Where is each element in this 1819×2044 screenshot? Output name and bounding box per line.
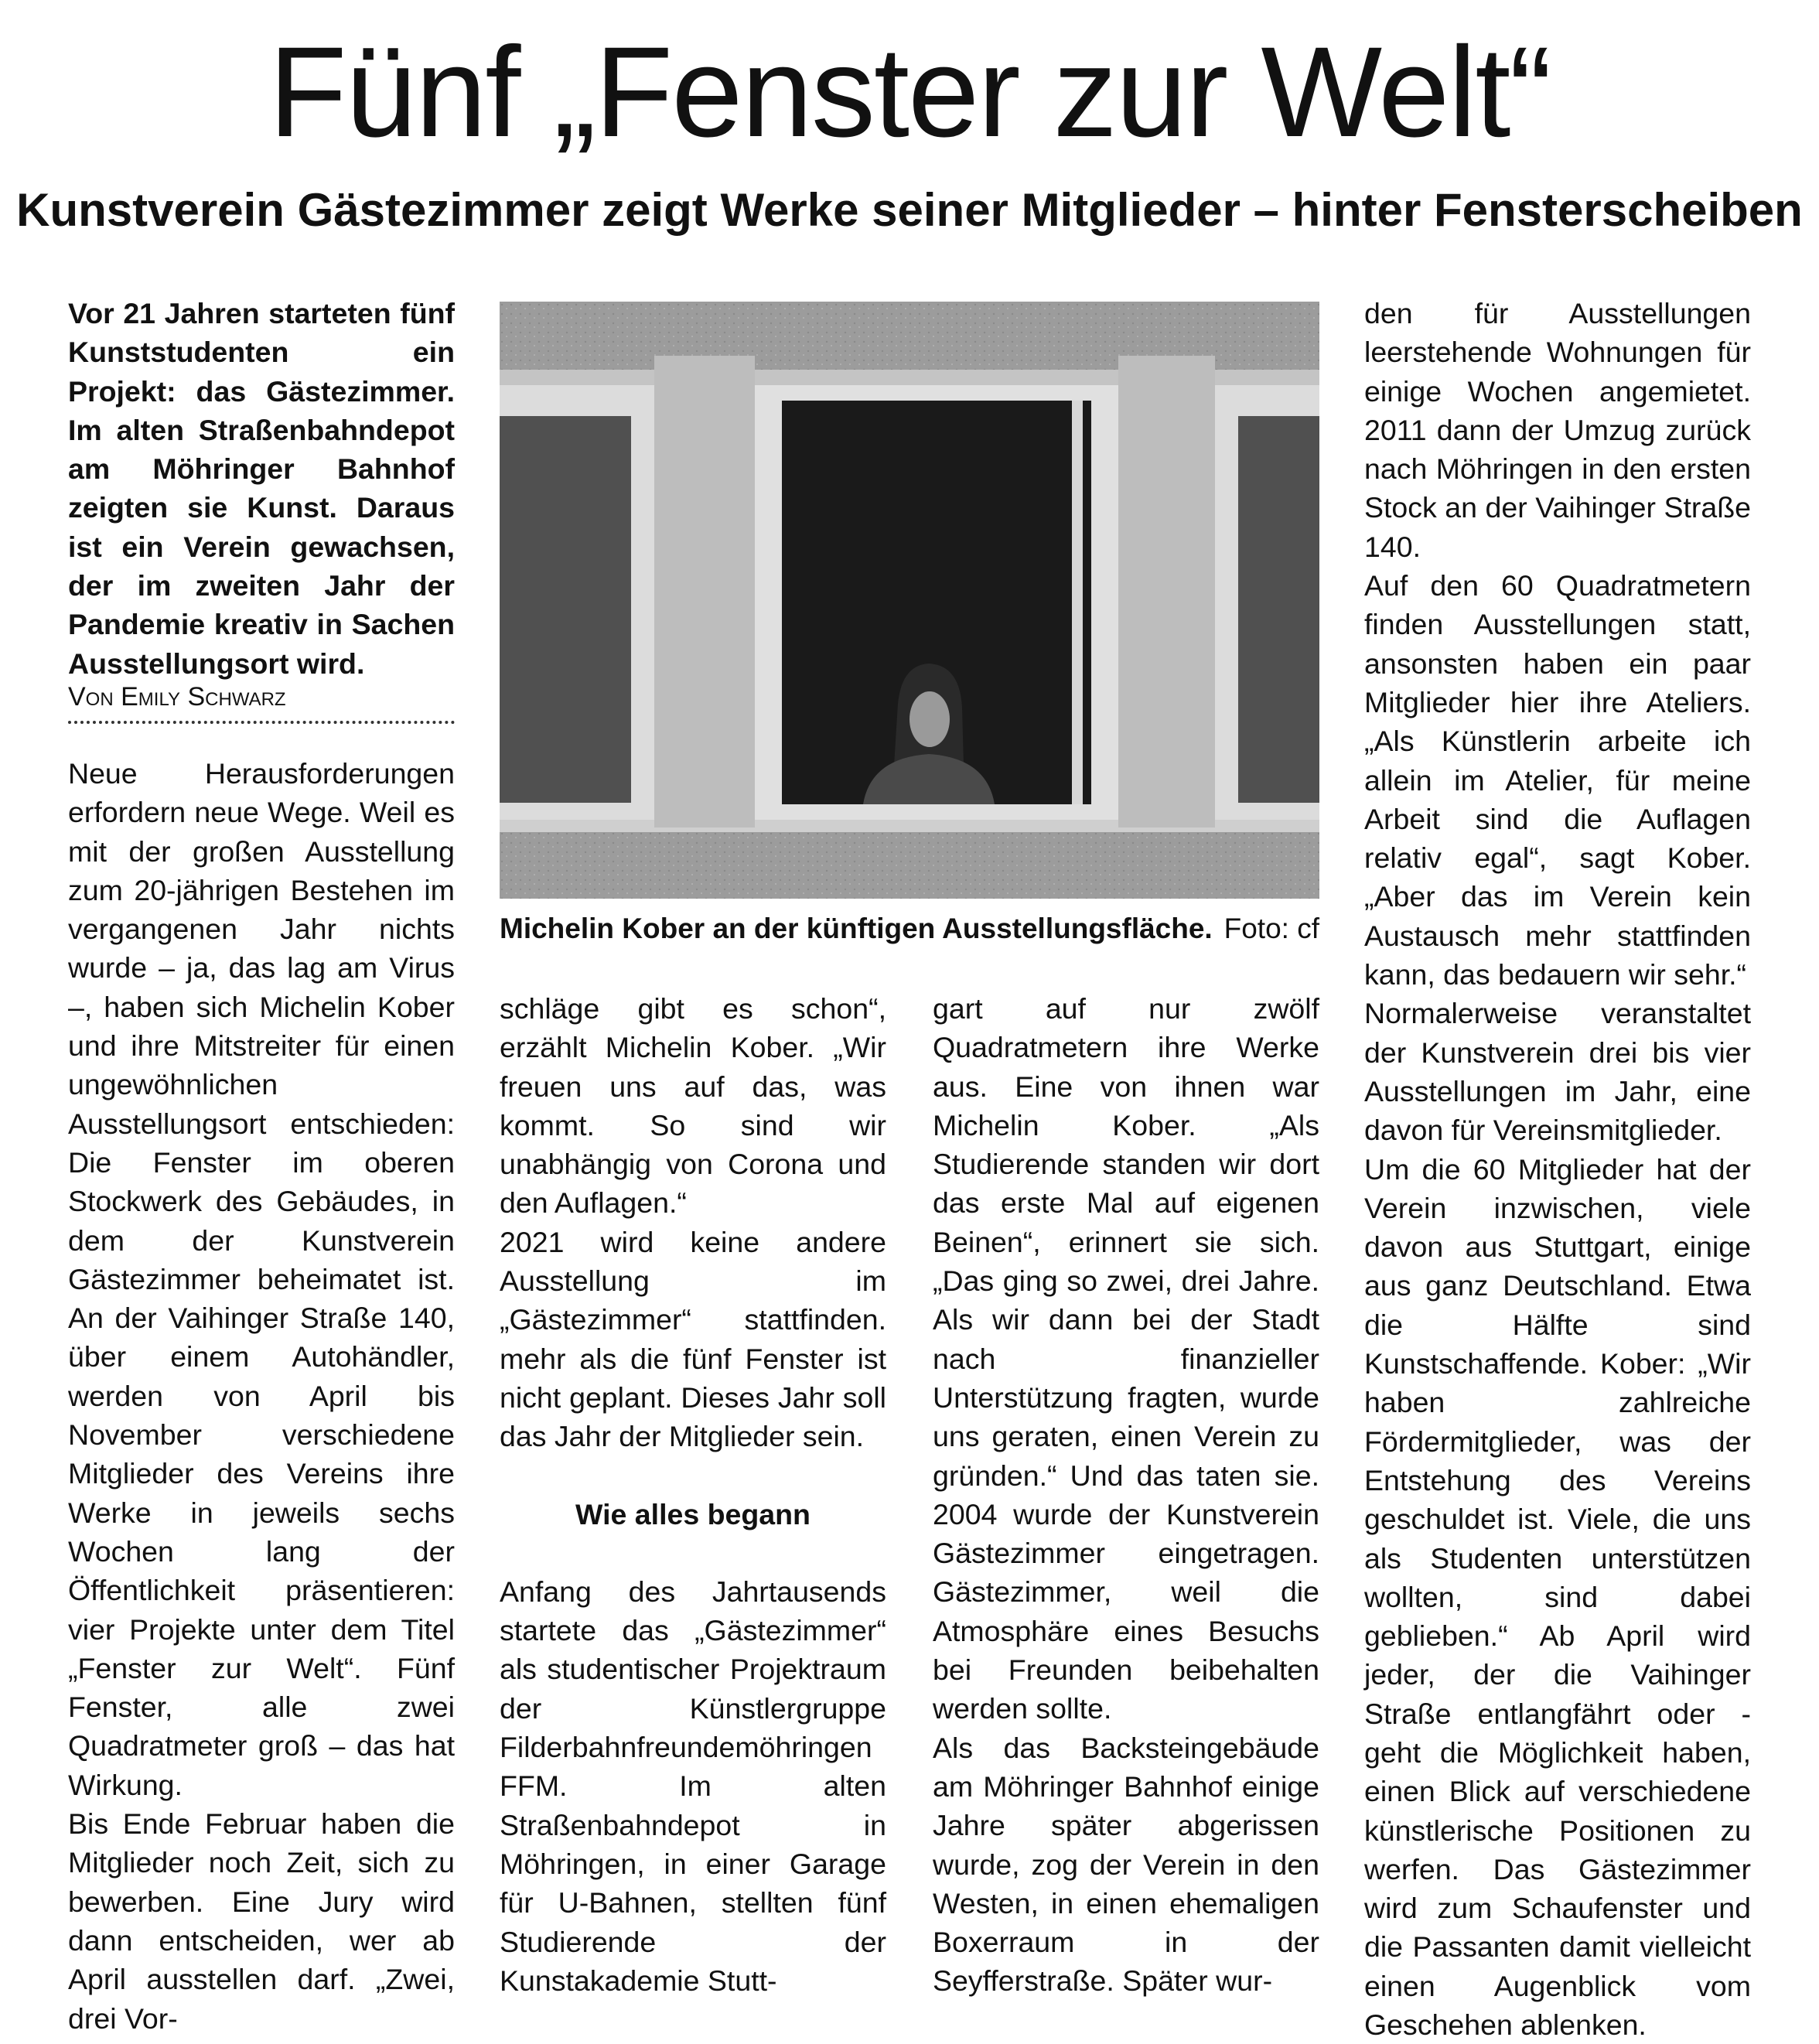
photo-caption (500, 909, 1319, 948)
photo-credit: Foto: cf (1223, 913, 1319, 944)
body-paragraph: Als das Backsteingebäude am Möhringer Bahnhof einige Jahre später abgerissen wurde, zog der Verein in den Westen, in einen ehemaligen Boxerraum in der Seyfferstraße. Später wur- (933, 1731, 1319, 1998)
body-paragraph: Normalerweise veranstaltet der Kunstverein drei bis vier Ausstellungen im Jahr, eine davon für Vereinsmitglieder. (1364, 997, 1751, 1147)
article-column-2 (500, 989, 886, 2000)
article-column-4 (1364, 294, 1751, 2044)
section-subhead: Wie alles begann (575, 1497, 811, 1530)
byline: Von Emily Schwarz (68, 682, 286, 711)
byline-divider (68, 721, 455, 724)
subheadline: Kunstverein Gästezimmer zeigt Werke seiner Mitglieder – hinter Fensterscheiben (16, 184, 1803, 236)
article-photo (500, 302, 1319, 899)
body-paragraph: Neue Herausforderungen erfordern neue Wege. Weil es mit der großen Ausstellung zum 20-jährigen Bestehen im vergangenen Jahr nichts wurde – ja, das lag am Virus –, haben sich Michelin Kober und ihre Mitstreiter für einen ungewöhnlichen Ausstellungsort entschieden: Die Fenster im oberen Stockwerk des Gebäudes, in dem der Kunstverein Gästezimmer beheimatet ist. An der Vaihinger Straße 140, über einem Autohändler, werden von April bis November verschiedene Mitglieder des Vereins ihre Werke in jeweils sechs Wochen lang der Öffentlichkeit präsentieren: vier Projekte unter dem Titel „Fenster zur Welt“. Fünf Fenster, alle zwei Quadratmeter groß – das hat Wirkung. (68, 757, 455, 1801)
body-paragraph: Auf den 60 Quadratmetern finden Ausstellungen statt, ansonsten haben ein paar Mitglieder hier ihre Ateliers. „Als Künstlerin arbeite ich allein im Atelier, für meine Arbeit sind die Auflagen relativ egal“, sagt Kober. „Aber das im Verein kein Austausch mehr stattfinden kann, das bedauern wir sehr.“ (1364, 569, 1751, 991)
caption-text: Michelin Kober an der künftigen Ausstellungsfläche. (500, 913, 1213, 944)
headline: Fünf „Fenster zur Welt“ (268, 21, 1551, 164)
body-paragraph: Um die 60 Mitglieder hat der Verein inzwischen, viele davon aus Stuttgart, einige aus ganz Deutschland. Etwa die Hälfte sind Kunstschaffende. Kober: „Wir haben zahlreiche Fördermitglieder, was der Entstehung des Vereins geschuldet ist. Viele, die uns als Studenten unterstützen wollten, sind dabei geblieben.“ Ab April wird jeder, der die Vaihinger Straße entlangfährt oder -geht die Möglichkeit haben, einen Blick auf verschiedene künstlerische Positionen zu werfen. Das Gästezimmer wird zum Schaufenster und die Passanten damit vielleicht einen Augenblick vom Geschehen ablenken. (1364, 1152, 1751, 2042)
body-paragraph: Anfang des Jahrtausends startete das „Gästezimmer“ als studentischer Projektraum der Künstlergruppe Filderbahnfreundemöhringen FFM. Im alten Straßenbahndepot in Möhringen, in einer Garage für U-Bahnen, stellten fünf Studierende der Kunstakademie Stutt- (500, 1575, 886, 1997)
body-paragraph: Bis Ende Februar haben die Mitglieder noch Zeit, sich zu bewerben. Eine Jury wird dann entscheiden, wer ab April ausstellen darf. „Zwei, drei Vor- (68, 1807, 455, 2035)
body-paragraph: schläge gibt es schon“, erzählt Michelin Kober. „Wir freuen uns auf das, was kommt. So sind wir unabhängig von Corona und den Auflagen.“ (500, 992, 886, 1220)
body-paragraph: 2021 wird keine andere Ausstellung im „Gästezimmer“ stattfinden. mehr als die fünf Fenster ist nicht geplant. Dieses Jahr soll das Jahr der Mitglieder sein. (500, 1225, 886, 1453)
article-column-3 (933, 989, 1319, 2001)
article-column-1-body (68, 754, 455, 2038)
body-paragraph: den für Ausstellungen leerstehende Wohnungen für einige Wochen angemietet. 2011 dann der Umzug zurück nach Möhringen in den ersten Stock an der Vaihinger Straße 140. (1364, 297, 1751, 563)
window-photo-image (500, 302, 1319, 899)
lead-paragraph: Vor 21 Jahren starteten fünf Kunststudenten ein Projekt: das Gästezimmer. Im alten Straßenbahndepot am Möhringer Bahnhof zeigten sie Kunst. Daraus ist ein Verein gewachsen, der im zweiten Jahr der Pandemie kreativ in Sachen Ausstellungsort wird. (68, 297, 455, 680)
article-column-1 (68, 294, 455, 683)
body-paragraph: gart auf nur zwölf Quadratmetern ihre Werke aus. Eine von ihnen war Michelin Kober. „Als Studierende standen wir dort das erste Mal auf eigenen Beinen“, erinnert sie sich. „Das ging so zwei, drei Jahre. Als wir dann bei der Stadt nach finanzieller Unterstützung fragten, wurde uns geraten, einen Verein zu gründen.“ Und das taten sie. 2004 wurde der Kunstverein Gästezimmer eingetragen. Gästezimmer, weil die Atmosphäre eines Besuchs bei Freunden beibehalten werden sollte. (933, 992, 1319, 1725)
